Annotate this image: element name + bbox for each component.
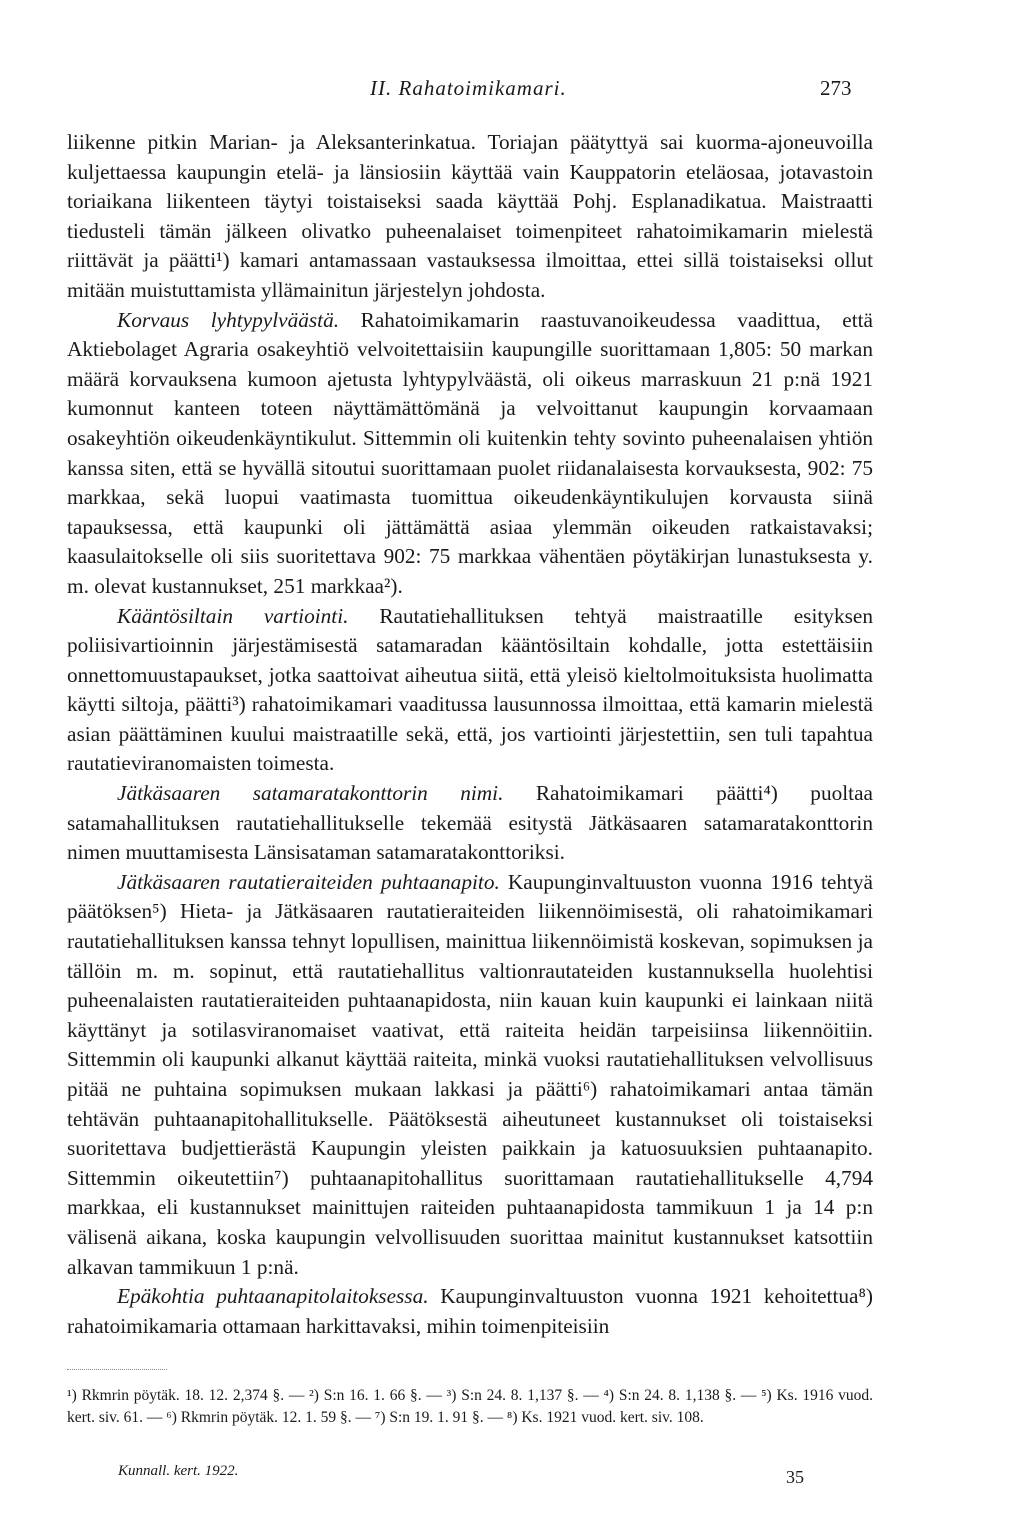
paragraph xyxy=(67,128,873,306)
running-title: II. Rahatoimikamari. xyxy=(370,76,567,100)
paragraph-text: Rahatoimikamari päätti⁴) puoltaa satamahallituksen rautatiehallitukselle tekemää esitystä Jätkäsaaren satamaratakonttorin nimen muuttamisesta Länsisataman satamaratakonttoriksi. xyxy=(67,781,873,865)
running-header xyxy=(0,76,1024,108)
paragraph xyxy=(67,779,873,868)
paragraph-heading: Jätkäsaaren satamaratakonttorin nimi. xyxy=(117,781,504,806)
paragraph-text: Kaupunginvaltuuston vuonna 1916 tehtyä päätöksen⁵) Hieta- ja Jätkäsaaren rautatieraiteiden liikennöimisestä, oli rahatoimikamari rautatiehallituksen kanssa tehnyt lopullisen, mainittua liikennöimistä koskevan, sopimuksen ja tällöin m. m. sopinut, että rautatiehallitus valtionrautateiden kustannuksella huolehtisi puheenalaisten rautatieraiteiden puhtaanapidosta, niin kauan kuin kaupunki ei lainkaan niitä käyttänyt ja sotilasviranomaiset vaativat, että raiteita heidän tarpeisiinsa liikennöitiin. Sittemmin oli kaupunki alkanut käyttää raiteita, minkä vuoksi rautatiehallituksen velvollisuus pitää ne puhtaina sopimuksen mukaan lakkasi ja päätti⁶) rahatoimikamari antaa tämän tehtävän puhtaanapitohallitukselle. Päätöksestä aiheutuneet kustannukset oli toistaiseksi suoritettava budjettierästä Kaupungin yleisten paikkain ja katuosuuksien puhtaanapito. Sittemmin oikeutettiin⁷) puhtaanapitohallitus suorittamaan rautatiehallitukselle 4,794 markkaa, eli kustannukset mainittujen raiteiden puhtaanapidosta tammikuun 1 ja 14 p:n välisenä aikana, koska kaupungin velvollisuuden suorittaa mainitut kustannukset katsottiin alkavan tammikuun 1 p:nä. xyxy=(67,869,873,1279)
footnotes: ¹) Rkmrin pöytäk. 18. 12. 2,374 §. — ²) S:n 16. 1. 66 §. — ³) S:n 24. 8. 1,137 §. — ⁴) S:n 24. 8. 1,138 §. — ⁵) Ks. 1916 vuod. kert. siv. 61. — ⁶) Rkmrin pöytäk. 12. 1. 59 §. — ⁷) S:n 19. 1. 91 §. — ⁸) Ks. 1921 vuod. kert. siv. 108. xyxy=(67,1387,873,1426)
paragraph-heading: Jätkäsaaren rautatieraiteiden puhtaanapito. xyxy=(117,869,500,894)
paragraph-heading: Korvaus lyhtypylväästä. xyxy=(117,307,340,332)
paragraph-text: Kaupunginvaltuuston vuonna 1921 kehoitettua⁸) rahatoimikamaria ottamaan harkittavaksi, mihin toimenpiteisiin xyxy=(67,1284,873,1338)
paragraph-heading: Kääntösiltain vartiointi. xyxy=(117,603,349,628)
paragraph xyxy=(67,868,873,1282)
paragraph-heading: Epäkohtia puhtaanapitolaitoksessa. xyxy=(117,1284,429,1309)
paragraph xyxy=(67,602,873,780)
body-text xyxy=(67,128,873,1341)
footnote-divider xyxy=(67,1369,167,1370)
paragraph-text: liikenne pitkin Marian- ja Aleksanterinkatua. Toriajan päätyttyä sai kuorma-ajoneuvoilla kuljettaessa kaupungin etelä- ja länsiosiin käyttää vain Kauppatorin eteläosaa, jotavastoin toriaikana liikenteen täytyi toistaiseksi saada käyttää Pohj. Esplanadikatua. Maistraatti tiedusteli tämän jälkeen olivatko puheenalaiset toimenpiteet rahatoimikamarin mielestä riittävät ja päätti¹) kamari antamassaan vastauksessa ilmoittaa, ettei sillä toistaiseksi ollut mitään muistuttamista yllämainitun järjestelyn johdosta. xyxy=(67,130,873,302)
sheet-number: 35 xyxy=(786,1467,804,1487)
paragraph-text: Rahatoimikamarin raastuvanoikeudessa vaadittua, että Aktiebolaget Agraria osakeyhtiö velvoitettaisiin kaupungille suorittamaan 1,805: 50 markan määrä korvauksena kumoon ajetusta lyhtypylväästä, oli oikeus marraskuun 21 p:nä 1921 kumonnut kanteen toteen näyttämättömänä ja velvoittanut kaupungin korvaamaan osakeyhtiön oikeudenkäyntikulut. Sittemmin oli kuitenkin tehty sovinto puheenalaisen yhtiön kanssa siten, että se hyvällä sitoutui suorittamaan puolet riidanalaisesta korvauksesta, 902: 75 markkaa, sekä luopui vaatimasta tuomittua oikeudenkäyntikulujen korvausta siinä tapauksessa, että kaupunki oli jättämättä asiaa ylemmän oikeuden ratkaistavaksi; kaasulaitokselle oli siis suoritettava 902: 75 markkaa vähentäen pöytäkirjan lunastuksesta y. m. olevat kustannukset, 251 markkaa²). xyxy=(67,307,873,598)
paragraph xyxy=(67,306,873,602)
page-number: 273 xyxy=(820,76,852,100)
footer-source: Kunnall. kert. 1922. xyxy=(118,1463,239,1479)
paragraph xyxy=(67,1282,873,1341)
paragraph-text: Rautatiehallituksen tehtyä maistraatille esityksen poliisivartioinnin järjestämisestä satamaradan kääntösiltain kohdalle, jotta estettäisiin onnettomuustapaukset, jotka saattoivat aiheutua siitä, että yleisö kieltolmoituksista huolimatta käytti siltoja, päätti³) rahatoimikamari vaaditussa lausunnossa ilmoittaa, että kamarin mielestä asian päättäminen kuului maistraatille sekä, että, jos vartiointi järjestettiin, sen tuli tapahtua rautatieviranomaisten toimesta. xyxy=(67,603,873,776)
page-footer xyxy=(0,1459,1024,1489)
